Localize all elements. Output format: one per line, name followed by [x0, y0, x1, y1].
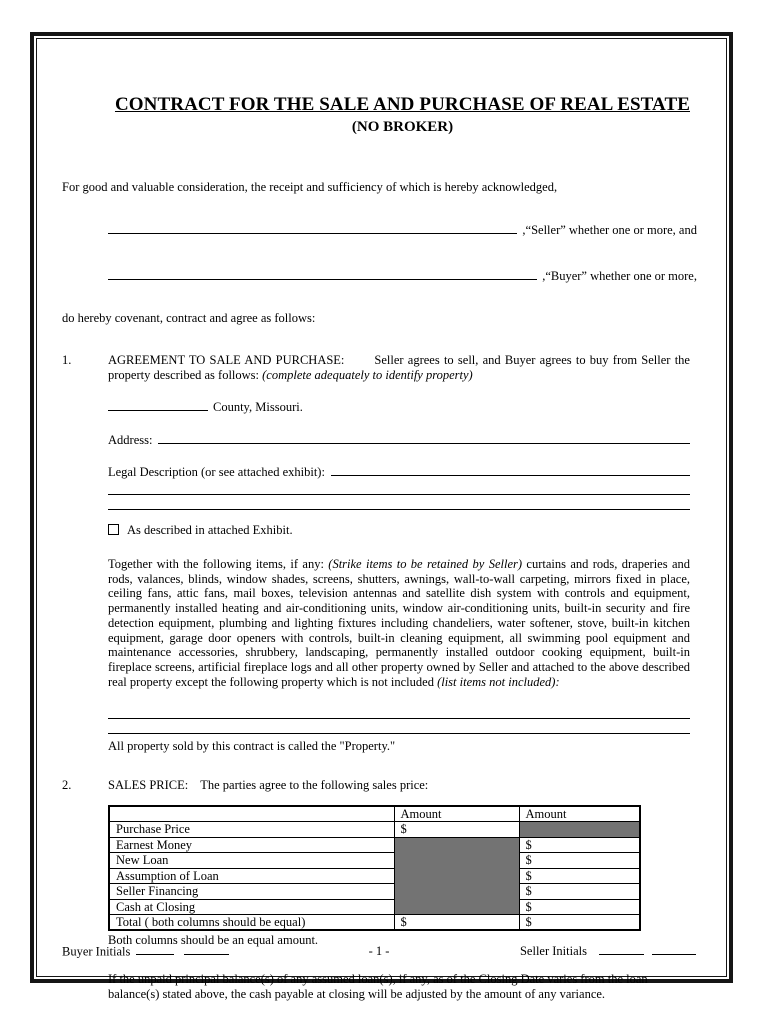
county-input-line[interactable] [108, 399, 208, 411]
section-2-number: 2. [62, 778, 72, 793]
seller-name-row [108, 222, 697, 238]
new-loan-amount-2-cell[interactable]: $ [519, 853, 640, 869]
section-2-body-text: The parties agree to the following sales price: [200, 778, 429, 793]
row-label-purchase-price: Purchase Price [109, 822, 394, 838]
address-row [108, 432, 690, 448]
table-row [109, 822, 640, 838]
row-label-cash-at-closing: Cash at Closing [109, 899, 394, 915]
not-included-line-1[interactable] [108, 704, 690, 719]
table-row [109, 853, 640, 869]
exhibit-checkbox-label: As described in attached Exhibit. [127, 523, 293, 538]
section-1-body-text: Seller agrees to sell, and Buyer agrees to buy from Seller the property described as follows: [108, 352, 690, 382]
legal-description-line-2[interactable] [108, 480, 690, 495]
assumption-amount-2-cell[interactable]: $ [519, 868, 640, 884]
not-included-line-2[interactable] [108, 719, 690, 734]
address-input-line[interactable] [158, 432, 690, 444]
buyer-name-line[interactable] [108, 268, 537, 280]
seller-initial-line-1[interactable] [599, 944, 644, 955]
buyer-initials-label: Buyer Initials [62, 944, 131, 959]
legal-description-input-line[interactable] [331, 465, 690, 477]
items-intro-text: Together with the following items, if any: [108, 556, 329, 571]
buyer-name-row [108, 268, 697, 284]
buyer-suffix-text: ,“Buyer” whether one or more, [542, 269, 697, 284]
legal-description-label: Legal Description (or see attached exhibit): [108, 465, 325, 480]
sales-price-table [108, 805, 641, 931]
buyer-initial-line-2[interactable] [184, 944, 229, 955]
row-label-earnest-money: Earnest Money [109, 837, 394, 853]
header-amount-1: Amount [394, 806, 519, 822]
section-2-paragraph [108, 778, 690, 793]
section-1-heading: AGREEMENT TO SALE AND PURCHASE: [108, 352, 345, 367]
table-row [109, 899, 640, 915]
total-amount-1-cell[interactable]: $ [394, 915, 519, 931]
row-label-assumption-of-loan: Assumption of Loan [109, 868, 394, 884]
legal-description-line-3[interactable] [108, 495, 690, 510]
section-1-number: 1. [62, 352, 72, 367]
items-not-included-note: (list items not included): [437, 674, 560, 689]
buyer-initials-group [62, 944, 273, 959]
header-blank-cell [109, 806, 394, 822]
table-header-row [109, 806, 640, 822]
table-row [109, 837, 640, 853]
intro-paragraph: For good and valuable consideration, the receipt and sufficiency of which is hereby acknowledged, [62, 180, 558, 195]
document-content [37, 39, 726, 1001]
equal-columns-note: Both columns should be an equal amount. [108, 933, 319, 948]
header-amount-2: Amount [519, 806, 640, 822]
exhibit-checkbox-row [108, 523, 690, 538]
exhibit-checkbox[interactable] [108, 524, 119, 535]
seller-name-line[interactable] [108, 222, 517, 234]
items-strike-note: (Strike items to be retained by Seller) [328, 556, 523, 571]
covenant-text: do hereby covenant, contract and agree as follows: [62, 311, 316, 326]
section-2-heading: SALES PRICE: [108, 778, 189, 793]
page-frame [30, 32, 733, 1001]
row-label-total: Total ( both columns should be equal) [109, 915, 394, 931]
shaded-block-cell [394, 837, 519, 915]
total-amount-2-cell[interactable]: $ [519, 915, 640, 931]
property-definition-text: All property sold by this contract is called the "Property." [108, 738, 396, 753]
included-items-paragraph [108, 557, 690, 690]
table-row [109, 915, 640, 931]
county-suffix-text: County, Missouri. [213, 400, 303, 415]
row-label-new-loan: New Loan [109, 853, 394, 869]
county-row [108, 399, 690, 415]
page-number: - 1 - [368, 944, 390, 959]
document-subtitle: (NO BROKER) [351, 119, 454, 136]
variance-paragraph: If the unpaid principal balance(s) of any assumed loan(s), if any, as of the Closing Date varies from the loan balance(s) stated above, the cash payable at closing will be adjusted by the amount of any variance. [108, 971, 648, 1001]
address-label: Address: [108, 432, 153, 447]
section-1-body-italic: (complete adequately to identify property) [262, 367, 473, 382]
buyer-initial-line-1[interactable] [136, 944, 174, 955]
page-footer [62, 944, 696, 959]
seller-initials-label: Seller Initials [519, 944, 587, 959]
row-label-seller-financing: Seller Financing [109, 884, 394, 900]
items-list-text: curtains and rods, draperies and rods, valances, blinds, window shades, screens, shutters, awnings, wall-to-wall carpeting, mirrors fixed in place, ceiling fans, attic fans, mail boxes, television antennas and satellite dish system with controls and equipment, permanently installed heating and air-conditioning units, window air-conditioning units, built-in security and fire detection equipment, plumbing and lighting fixtures including chandeliers, water softener, stove, built-in kitchen equipment, garage door openers with controls, built-in cleaning equipment, all swimming pool equipment and maintenance accessories, shrubbery, landscaping, permanently installed outdoor cooking equipment, built-in fireplace screens, artificial fireplace logs and all other property owned by Seller and attached to the above described real property except the following property which is not included [108, 556, 690, 689]
document-title: CONTRACT FOR THE SALE AND PURCHASE OF REAL ESTATE [114, 94, 690, 115]
purchase-price-amount-1-cell[interactable]: $ [394, 822, 519, 838]
cash-at-closing-amount-2-cell[interactable]: $ [519, 899, 640, 915]
page-frame-inner [36, 38, 727, 1001]
legal-description-row [108, 465, 690, 481]
section-2 [62, 778, 690, 1001]
table-row [109, 868, 640, 884]
section-1 [62, 353, 690, 754]
seller-suffix-text: ,“Seller” whether one or more, and [522, 222, 697, 237]
table-row [109, 884, 640, 900]
section-1-paragraph [108, 353, 690, 383]
purchase-price-shaded-cell [519, 822, 640, 838]
seller-initials-group [485, 944, 696, 959]
seller-initial-line-2[interactable] [652, 944, 696, 955]
seller-financing-amount-2-cell[interactable]: $ [519, 884, 640, 900]
earnest-money-amount-2-cell[interactable]: $ [519, 837, 640, 853]
